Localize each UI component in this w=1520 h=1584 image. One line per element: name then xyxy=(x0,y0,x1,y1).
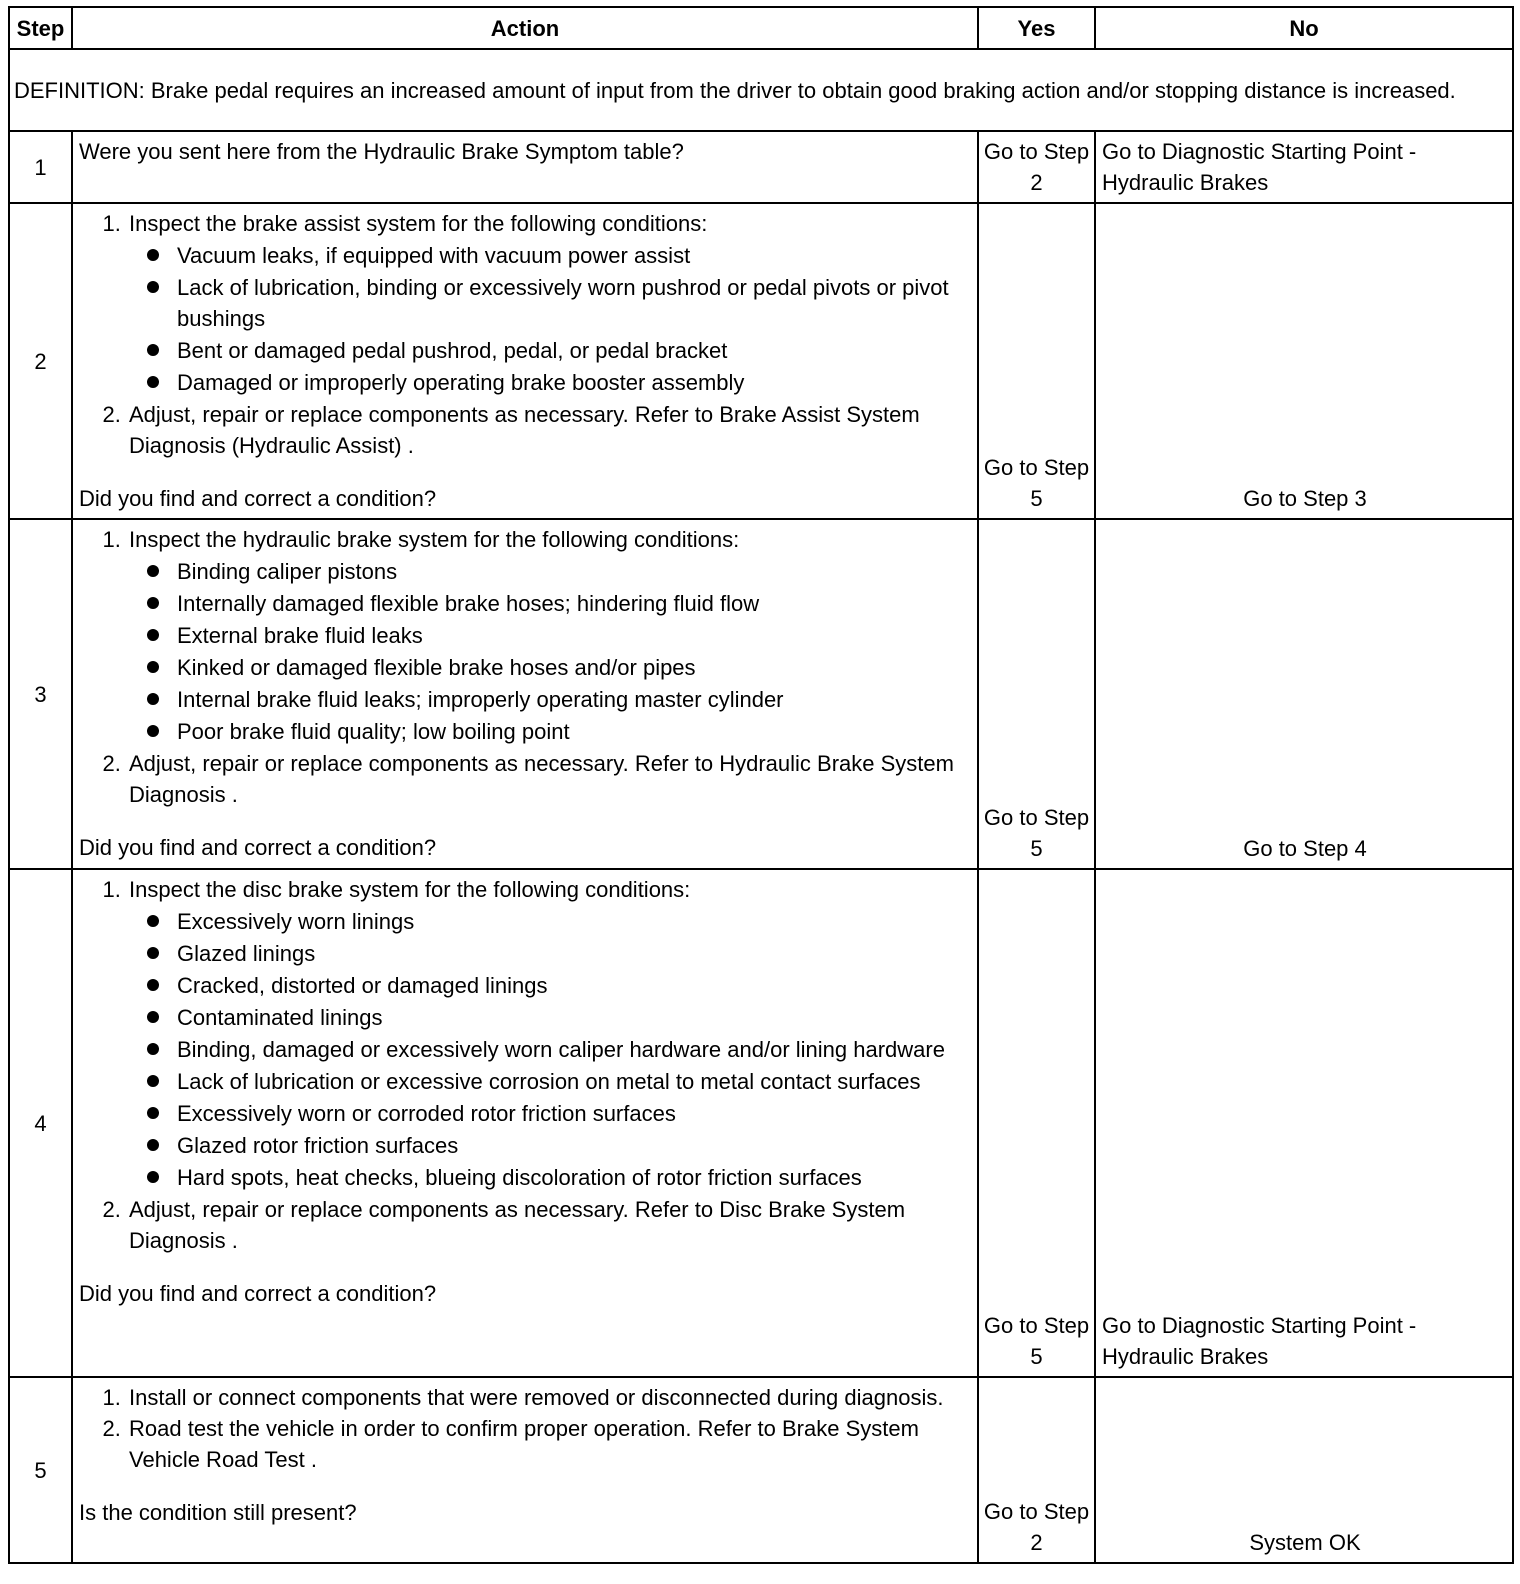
action-step-item xyxy=(127,208,971,398)
header-row xyxy=(9,7,1513,49)
inspect-text: Inspect the hydraulic brake system for the following conditions: xyxy=(129,527,740,552)
condition-item: Binding caliper pistons xyxy=(177,556,971,587)
condition-item: Damaged or improperly operating brake booster assembly xyxy=(177,367,971,398)
condition-item: Contaminated linings xyxy=(177,1002,971,1033)
no-link[interactable]: Go to Diagnostic Starting Point - Hydraulic Brakes xyxy=(1095,869,1513,1377)
yes-link[interactable]: Go to Step 5 xyxy=(978,519,1095,869)
condition-item: Binding, damaged or excessively worn caliper hardware and/or lining hardware xyxy=(177,1034,971,1065)
action-steps xyxy=(79,1382,971,1475)
condition-item: Lack of lubrication or excessive corrosion on metal to metal contact surfaces xyxy=(177,1066,971,1097)
condition-item: Excessively worn or corroded rotor friction surfaces xyxy=(177,1098,971,1129)
definition-row xyxy=(9,49,1513,131)
table-row xyxy=(9,131,1513,203)
action-question: Did you find and correct a condition? xyxy=(79,486,437,511)
action-step-item: 2. Adjust, repair or replace components as necessary. Refer to Brake Assist System Diagnosis (Hydraulic Assist) . xyxy=(127,399,971,461)
action-cell xyxy=(72,519,978,869)
action-steps xyxy=(79,874,971,1256)
action-step-item: 1. Install or connect components that were removed or disconnected during diagnosis. xyxy=(127,1382,971,1413)
action-step-item: 2. Adjust, repair or replace components as necessary. Refer to Hydraulic Brake System Diagnosis . xyxy=(127,748,971,810)
action-step-item xyxy=(127,874,971,1193)
condition-item: Internal brake fluid leaks; improperly operating master cylinder xyxy=(177,684,971,715)
step-number: 4 xyxy=(9,869,72,1377)
step-number: 2 xyxy=(9,203,72,519)
action-cell xyxy=(72,1377,978,1563)
yes-link[interactable]: Go to Step 2 xyxy=(978,1377,1095,1563)
condition-item: Excessively worn linings xyxy=(177,906,971,937)
condition-item: Hard spots, heat checks, blueing discoloration of rotor friction surfaces xyxy=(177,1162,971,1193)
inspect-text: Inspect the brake assist system for the following conditions: xyxy=(129,211,708,236)
action-cell xyxy=(72,203,978,519)
table-row xyxy=(9,519,1513,869)
yes-link[interactable]: Go to Step 5 xyxy=(978,203,1095,519)
condition-item: External brake fluid leaks xyxy=(177,620,971,651)
action-step-item xyxy=(127,524,971,747)
condition-item: Glazed rotor friction surfaces xyxy=(177,1130,971,1161)
yes-link[interactable]: Go to Step 5 xyxy=(978,869,1095,1377)
condition-item: Bent or damaged pedal pushrod, pedal, or pedal bracket xyxy=(177,335,971,366)
condition-item: Glazed linings xyxy=(177,938,971,969)
condition-list xyxy=(129,906,971,1193)
action-step-item: 2. Adjust, repair or replace components as necessary. Refer to Disc Brake System Diagnosis . xyxy=(127,1194,971,1256)
step-number: 3 xyxy=(9,519,72,869)
action-question: Did you find and correct a condition? xyxy=(79,1281,437,1306)
action-question: Were you sent here from the Hydraulic Brake Symptom table? xyxy=(72,131,978,203)
action-question: Is the condition still present? xyxy=(79,1500,357,1525)
no-link[interactable]: Go to Step 4 xyxy=(1095,519,1513,869)
action-cell xyxy=(72,869,978,1377)
diagnostic-table-container xyxy=(8,6,1514,1564)
condition-item: Vacuum leaks, if equipped with vacuum power assist xyxy=(177,240,971,271)
condition-item: Cracked, distorted or damaged linings xyxy=(177,970,971,1001)
definition-text: DEFINITION: Brake pedal requires an increased amount of input from the driver to obtain good braking action and/or stopping distance is increased. xyxy=(9,49,1513,131)
action-steps xyxy=(79,524,971,810)
action-question: Did you find and correct a condition? xyxy=(79,835,437,860)
action-steps xyxy=(79,208,971,461)
condition-item: Kinked or damaged flexible brake hoses and/or pipes xyxy=(177,652,971,683)
action-step-item: 2. Road test the vehicle in order to confirm proper operation. Refer to Brake System Vehicle Road Test . xyxy=(127,1413,971,1475)
condition-list xyxy=(129,240,971,398)
condition-item: Internally damaged flexible brake hoses; hindering fluid flow xyxy=(177,588,971,619)
table-row xyxy=(9,203,1513,519)
diagnostic-table xyxy=(8,6,1514,1564)
header-no: No xyxy=(1095,7,1513,49)
header-step: Step xyxy=(9,7,72,49)
no-link[interactable]: Go to Step 3 xyxy=(1095,203,1513,519)
table-row xyxy=(9,1377,1513,1563)
inspect-text: Inspect the disc brake system for the following conditions: xyxy=(129,877,691,902)
condition-item: Lack of lubrication, binding or excessively worn pushrod or pedal pivots or pivot bushings xyxy=(177,272,971,334)
condition-list xyxy=(129,556,971,747)
step-number: 1 xyxy=(9,131,72,203)
header-action: Action xyxy=(72,7,978,49)
no-link[interactable]: Go to Diagnostic Starting Point - Hydraulic Brakes xyxy=(1095,131,1513,203)
no-link[interactable]: System OK xyxy=(1095,1377,1513,1563)
table-row xyxy=(9,869,1513,1377)
step-number: 5 xyxy=(9,1377,72,1563)
header-yes: Yes xyxy=(978,7,1095,49)
condition-item: Poor brake fluid quality; low boiling point xyxy=(177,716,971,747)
yes-link[interactable]: Go to Step 2 xyxy=(978,131,1095,203)
